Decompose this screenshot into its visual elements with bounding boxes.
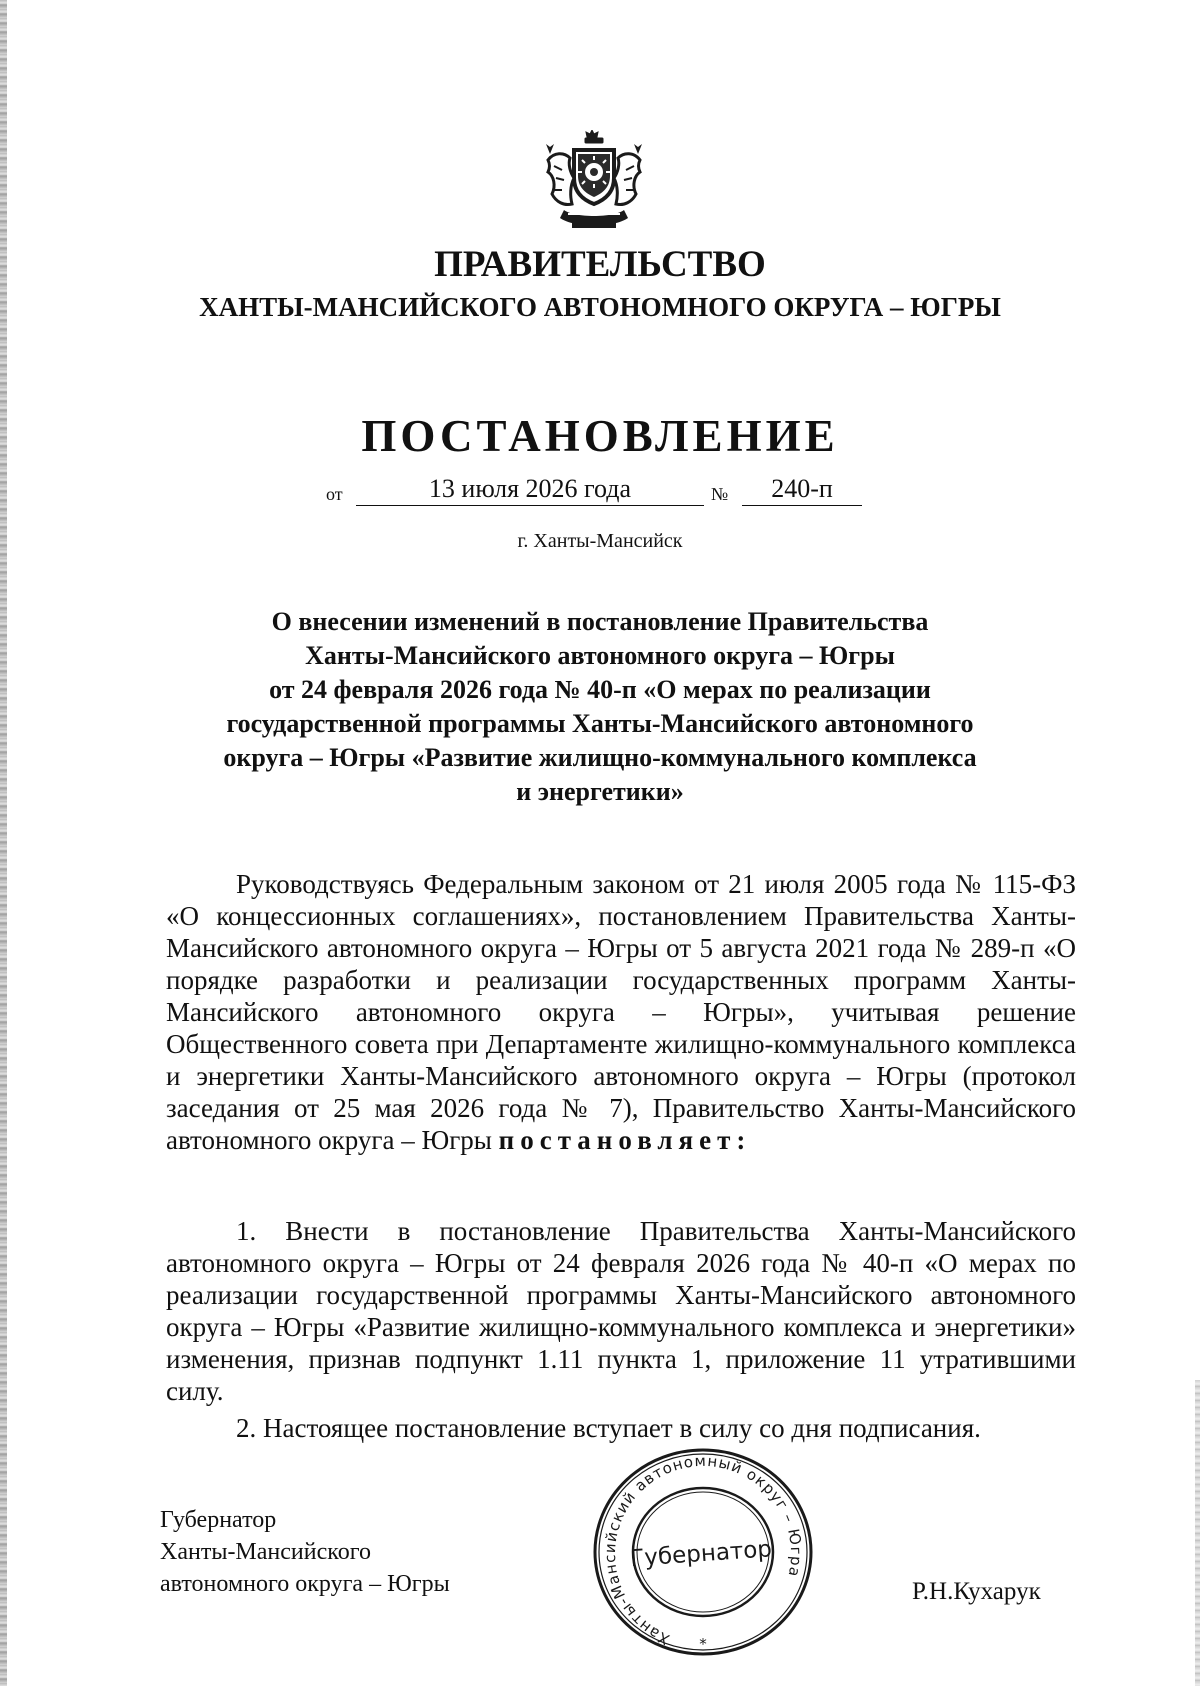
subject-line: округа – Югры «Развитие жилищно-коммунального комплекса	[223, 743, 977, 772]
date-number-line	[0, 474, 1200, 512]
official-stamp	[591, 1440, 816, 1658]
signatory-title-line: автономного округа – Югры	[160, 1571, 450, 1597]
stamp-star: *	[699, 1635, 707, 1653]
preamble-paragraph	[166, 868, 1076, 1156]
subject-line: и энергетики»	[516, 777, 684, 806]
coat-of-arms-icon	[538, 130, 650, 234]
scan-edge-right	[1195, 1380, 1200, 1686]
decree-item-2: 2. Настоящее постановление вступает в силу со дня подписания.	[236, 1413, 981, 1443]
signatory-title-line: Губернатор	[160, 1507, 277, 1533]
decree-word: постановляет:	[498, 1125, 752, 1155]
number-sign: №	[711, 484, 729, 504]
date-prefix: от	[326, 484, 343, 504]
document-type-title: ПОСТАНОВЛЕНИЕ	[361, 411, 839, 461]
decree-item-1: 1. Внести в постановление Правительства Ханты-Мансийского автономного округа – Югры от 24 февраля 2026 года № 40-п «О мерах по реализации государственной программы Ханты-Мансийского автономного округа – Югры «Развитие жилищно-коммунального комплекса и энергетики» изменения, признав подпункт 1.11 пункта 1, приложение 11 утратившими силу.	[166, 1216, 1076, 1406]
document-date: 13 июля 2026 года	[356, 474, 704, 506]
preamble-text: Руководствуясь Федеральным законом от 21 июля 2005 года № 115-ФЗ «О концессионных соглашениях», постановлением Правительства Ханты-Мансийского автономного округа – Югры от 5 августа 2021 года № 289-п «О порядке разработки и реализации государственных программ Ханты-Мансийского автономного округа – Югры», учитывая решение Общественного совета при Департаменте жилищно-коммунального комплекса и энергетики Ханты-Мансийского автономного округа – Югры (протокол заседания от 25 мая 2026 года № 7), Правительство Ханты-Мансийского автономного округа – Югры	[166, 869, 1076, 1155]
region-heading: ХАНТЫ-МАНСИЙСКОГО АВТОНОМНОГО ОКРУГА – ЮГРЫ	[199, 292, 1001, 322]
signatory-title	[160, 1504, 450, 1600]
document-number: 240-п	[742, 474, 862, 506]
stamp-ring-text: Ханты-Мансийский автономный округ – Югра	[600, 1451, 806, 1649]
stamp-center-text: Губернатор	[629, 1536, 773, 1573]
signatory-title-line: Ханты-Мансийского	[160, 1539, 371, 1565]
subject-line: О внесении изменений в постановление Правительства	[271, 607, 929, 636]
subject-line: от 24 февраля 2026 года № 40-п «О мерах по реализации	[269, 675, 931, 704]
signatory-name: Р.Н.Кухарук	[912, 1578, 1041, 1605]
document-subject	[180, 605, 1020, 809]
city-line: г. Ханты-Мансийск	[517, 530, 683, 552]
subject-line: Ханты-Мансийского автономного округа – Югры	[305, 641, 895, 670]
subject-line: государственной программы Ханты-Мансийского автономного	[226, 709, 974, 738]
government-heading: ПРАВИТЕЛЬСТВО	[434, 244, 766, 285]
